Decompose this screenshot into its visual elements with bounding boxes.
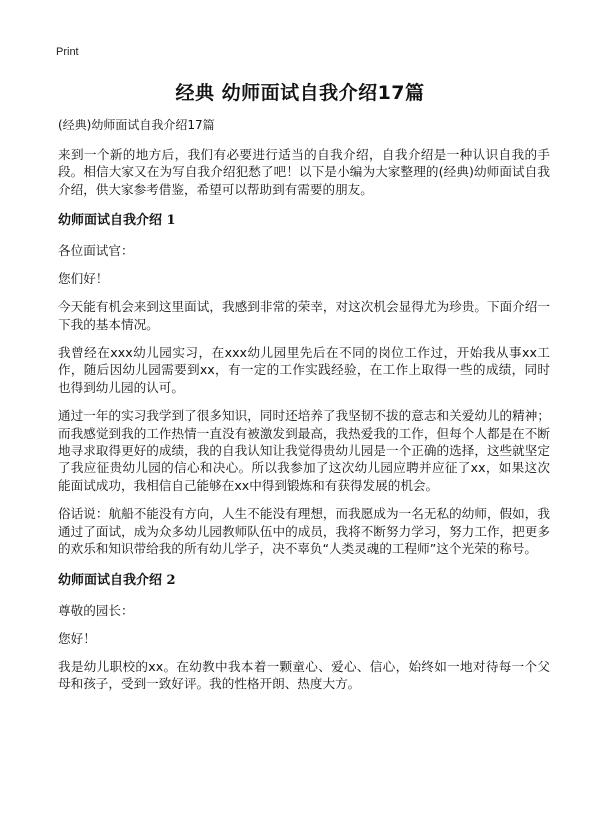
document-body — [58, 117, 550, 703]
body-paragraph: 我是幼儿职校的xx。在幼教中我本着一颗童心、爱心、信心，始终如一地对待每一个父母和孩子，受到一致好评。我的性格开朗、热度大方。 — [58, 658, 550, 691]
body-paragraph: 通过一年的实习我学到了很多知识，同时还培养了我坚韧不拔的意志和关爱幼儿的精神；而我感觉到我的工作热情一直没有被激发到最高，我热爱我的工作，但每个人都是在不断地寻求取得更好的成绩，我的自我认知让我觉得贵幼儿园是一个正确的选择，这些就坚定了我应征贵幼儿园的信心和决心。所以我参加了这次幼儿园应聘并应征了xx，如果这次能面试成功，我相信自己能够在xx中得到锻炼和有获得发展的机会。 — [58, 408, 550, 493]
salutation: 各位面试官： — [58, 243, 134, 259]
section-heading: 幼师面试自我介绍 2 — [58, 572, 176, 588]
greeting: 您们好！ — [58, 271, 109, 287]
page-title: 经典 幼师面试自我介绍17篇 — [175, 82, 425, 104]
salutation: 尊敬的园长： — [58, 602, 134, 618]
document-subtitle: (经典)幼师面试自我介绍17篇 — [58, 118, 215, 132]
section-heading: 幼师面试自我介绍 1 — [58, 213, 176, 229]
greeting: 您好！ — [58, 630, 96, 646]
print-link[interactable]: Print — [56, 46, 79, 58]
intro-paragraph: 来到一个新的地方后，我们有必要进行适当的自我介绍，自我介绍是一种认识自我的手段。相信大家又在为写自我介绍犯愁了吧！以下是小编为大家整理的(经典)幼师面试自我介绍，供大家参考借鉴，希望可以帮助到有需要的朋友。 — [58, 147, 550, 197]
body-paragraph: 俗话说：航船不能没有方向，人生不能没有理想，而我愿成为一名无私的幼师，假如，我通过了面试，成为众多幼儿园教师队伍中的成员，我将不断努力学习，努力工作，把更多的欢乐和知识带给我的所有幼儿学子，决不辜负“人类灵魂的工程师”这个光荣的称号。 — [58, 506, 550, 557]
body-paragraph: 我曾经在xxx幼儿园实习，在xxx幼儿园里先后在不同的岗位工作过，开始我从事xx工作，随后因幼儿园需要到xx，有一定的工作实践经验，在工作上取得一些的成绩，同时也得到幼儿园的认可。 — [58, 345, 550, 395]
body-paragraph: 今天能有机会来到这里面试，我感到非常的荣幸，对这次机会显得尤为珍贵。下面介绍一下我的基本情况。 — [58, 299, 550, 332]
